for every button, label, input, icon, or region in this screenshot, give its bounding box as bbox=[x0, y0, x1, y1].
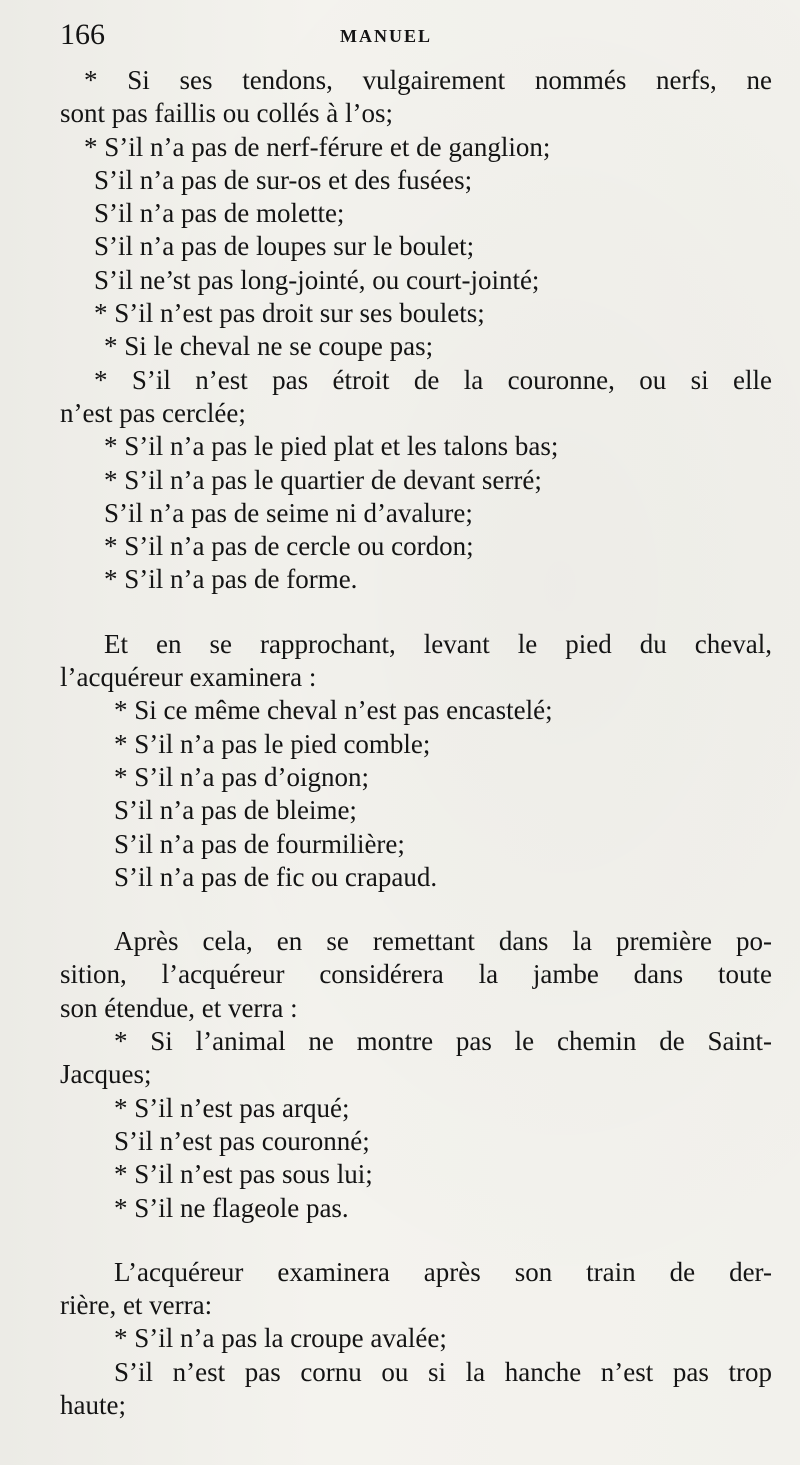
text-line: S’il n’a pas de loupes sur le boulet; bbox=[94, 231, 475, 262]
text-line: n’est pas cerclée; bbox=[60, 397, 246, 428]
text-line: * S’il n’a pas le quartier de devant serré; bbox=[104, 464, 542, 495]
text-line: S’il ne’st pas long-jointé, ou court-jointé; bbox=[94, 264, 540, 295]
page-header bbox=[60, 18, 760, 58]
text-line: * Si l’animal ne montre pas le chemin de Saint- bbox=[114, 1026, 772, 1057]
text-line: * S’il n’a pas de forme. bbox=[104, 564, 358, 595]
text-line: * S’il n’a pas de nerf-férure et de ganglion; bbox=[84, 131, 551, 162]
text-line: S’il n’est pas couronné; bbox=[114, 1125, 370, 1156]
paragraph-gap bbox=[60, 1225, 772, 1256]
text-line: rière, et verra: bbox=[60, 1290, 213, 1321]
text-line: S’il n’a pas de fourmilière; bbox=[114, 828, 405, 859]
text-line: S’il n’a pas de sur-os et des fusées; bbox=[94, 164, 473, 195]
text-line: l’acquéreur examinera : bbox=[60, 662, 317, 693]
text-line: Jacques; bbox=[60, 1059, 152, 1090]
text-line: L’acquéreur examinera après son train de der- bbox=[114, 1256, 772, 1287]
text-line: * S’il n’a pas le pied plat et les talons bas; bbox=[104, 431, 559, 462]
text-line: * S’il n’a pas d’oignon; bbox=[114, 761, 369, 792]
text-line: son étendue, et verra : bbox=[60, 992, 298, 1023]
text-line: sition, l’acquéreur considérera la jambe dans toute bbox=[60, 959, 772, 990]
text-line: * S’il n’a pas la croupe avalée; bbox=[114, 1323, 447, 1354]
text-line: * S’il n’a pas de cercle ou cordon; bbox=[104, 531, 474, 562]
paragraph-gap bbox=[60, 894, 772, 925]
text-line: haute; bbox=[60, 1389, 126, 1420]
running-head: MANUEL bbox=[340, 26, 432, 46]
text-line: sont pas faillis ou collés à l’os; bbox=[60, 98, 393, 129]
text-line: * S’il n’est pas droit sur ses boulets; bbox=[94, 298, 485, 329]
text-line: * Si le cheval ne se coupe pas; bbox=[104, 331, 434, 362]
text-line: S’il n’a pas de seime ni d’avalure; bbox=[104, 497, 473, 528]
text-line: * S’il n’est pas sous lui; bbox=[114, 1159, 373, 1190]
paragraph-gap bbox=[60, 597, 772, 628]
text-line: S’il n’a pas de bleime; bbox=[114, 795, 357, 826]
page-number: 166 bbox=[60, 18, 105, 51]
text-line: Après cela, en se remettant dans la première po- bbox=[114, 926, 772, 957]
body-text bbox=[60, 64, 772, 1422]
text-line: * S’il ne flageole pas. bbox=[114, 1192, 349, 1223]
text-line: * Si ses tendons, vulgairement nommés nerfs, ne bbox=[84, 65, 772, 95]
text-line: * S’il n’a pas le pied comble; bbox=[114, 728, 431, 759]
text-line: * S’il n’est pas étroit de la couronne, ou si elle bbox=[94, 364, 772, 395]
text-line: Et en se rapprochant, levant le pied du cheval, bbox=[104, 628, 772, 659]
text-line: * Si ce même cheval n’est pas encastelé; bbox=[114, 695, 553, 726]
text-line: S’il n’est pas cornu ou si la hanche n’est pas trop bbox=[114, 1356, 772, 1387]
text-line: S’il n’a pas de fic ou crapaud. bbox=[114, 861, 438, 892]
text-line: S’il n’a pas de molette; bbox=[94, 198, 345, 229]
text-line: * S’il n’est pas arqué; bbox=[114, 1092, 350, 1123]
